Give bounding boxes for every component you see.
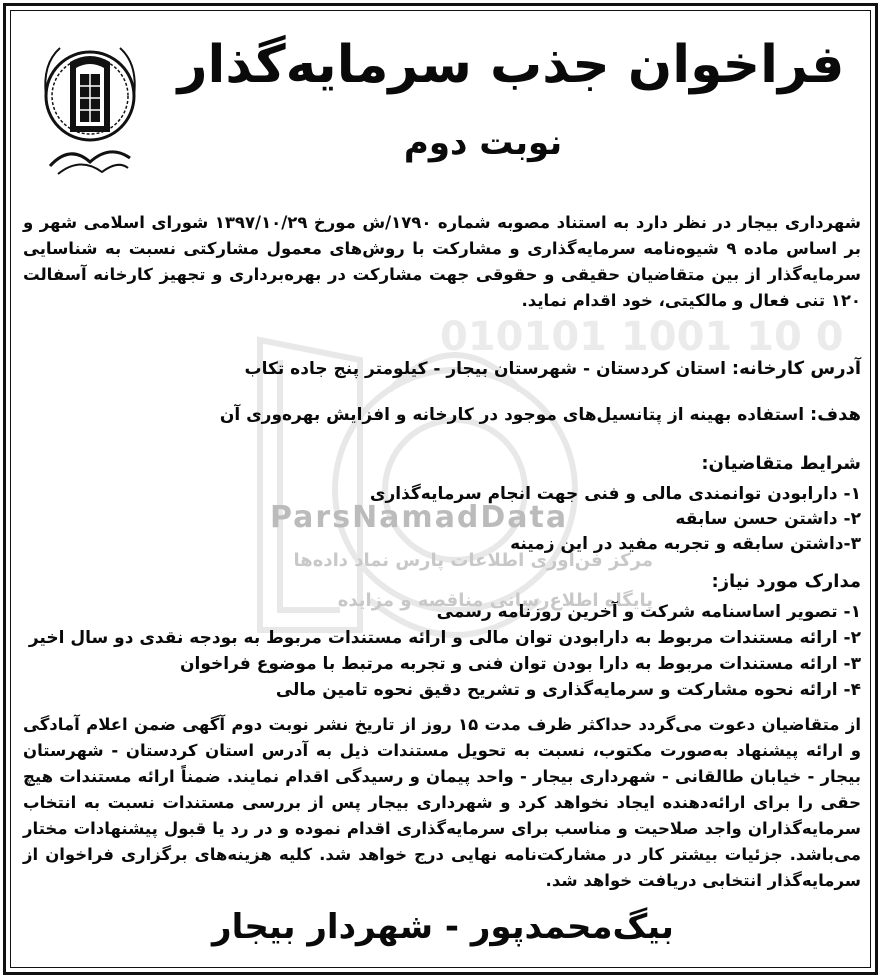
mayor-signature: بیگ‌محمدپور - شهردار بیجار bbox=[212, 907, 674, 947]
documents-heading: مدارک مورد نیاز: bbox=[711, 571, 861, 592]
watermark-line-1: مرکز فن‌آوری اطلاعات پارس نماد داده‌ها bbox=[293, 550, 653, 571]
document-item: ۲- ارائه مستندات مربوط به دارابودن توان مالی و ارائه مستندات مربوط به بودجه نقدی دو سال اخیر bbox=[28, 628, 861, 648]
goal-line bbox=[220, 403, 861, 427]
condition-item: ۲- داشتن حسن سابقه bbox=[675, 509, 861, 529]
bijar-municipality-logo bbox=[40, 34, 140, 184]
condition-item: ۱- دارابودن توانمندی مالی و فنی جهت انجام سرمایه‌گذاری bbox=[369, 484, 861, 504]
document-item: ۴- ارائه نحوه مشارکت و سرمایه‌گذاری و تشریح دقیق نحوه تامین مالی bbox=[275, 680, 861, 700]
watermark-line-2: پایگاه اطلاع‌رسانی مناقصه و مزایده bbox=[337, 590, 653, 611]
goal-label: هدف: bbox=[810, 404, 861, 425]
factory-address bbox=[245, 357, 861, 381]
notice-title: فراخوان جذب سرمایه‌گذار bbox=[177, 35, 845, 95]
condition-item: ۳-داشتن سابقه و تجربه مفید در این زمینه bbox=[510, 534, 861, 554]
conditions-heading: شرایط متقاضیان: bbox=[701, 453, 861, 474]
intro-paragraph: شهرداری بیجار در نظر دارد به استناد مصوبه شماره ۱۷۹۰/ش مورخ ۱۳۹۷/۱۰/۲۹ شورای اسلامی شهر و بر اساس ماده ۹ شیوه‌نامه سرمایه‌گذاری و مشارکت با روش‌های معمول مشارکتی نسبت به شناسایی سرمایه‌گذار از بین متقاضیان حقیقی و حقوقی جهت مشارکت در بهره‌برداری و تجهیز کارخانه آسفالت ۱۲۰ تنی فعال و مالکیتی، خود اقدام نماید. bbox=[23, 213, 861, 310]
notice-subtitle: نوبت دوم bbox=[403, 123, 563, 163]
closing-paragraph: از متقاضیان دعوت می‌گردد حداکثر ظرف مدت ۱۵ روز از تاریخ نشر نوبت دوم آگهی ضمن اعلام آمادگی و ارائه پیشنهاد به‌صورت مکتوب، نسبت به تحویل مستندات ذیل به آدرس استان کردستان - شهرستان بیجار - خیابان طالقانی - شهرداری بیجار - واحد پیمان و رسیدگی اقدام نمایند. ضمناً ارائه مستندات هیچ حقی را برای ارائه‌دهنده ایجاد نخواهد کرد و شهرداری بیجار پس از بررسی مستندات نسبت به انتخاب سرمایه‌گذاران واجد صلاحیت و مناسب برای سرمایه‌گذاری اقدام نموده و در رد یا قبول پیشنهادات مختار می‌باشد. جزئیات بیشتر کار در مشارکت‌نامه نهایی درج خواهد شد. کلیه هزینه‌های برگزاری فراخوان از سرمایه‌گذار انتخابی دریافت خواهد شد. bbox=[23, 715, 862, 890]
document-item: ۳- ارائه مستندات مربوط به دارا بودن توان فنی و تجربه مرتبط با موضوع فراخوان bbox=[180, 654, 861, 674]
address-label: آدرس کارخانه: bbox=[731, 358, 861, 379]
document-item: ۱- تصویر اساسنامه شرکت و آخرین روزنامه رسمی bbox=[436, 602, 861, 622]
goal-value: استفاده بهینه از پتانسیل‌های موجود در کارخانه و افزایش بهره‌وری آن bbox=[219, 405, 810, 425]
address-value: استان کردستان - شهرستان بیجار - کیلومتر پنج جاده تکاب bbox=[244, 359, 732, 379]
watermark-digits: 010101 1001 10 0 bbox=[440, 314, 844, 360]
watermark-brand: ParsNamadData bbox=[270, 500, 569, 535]
